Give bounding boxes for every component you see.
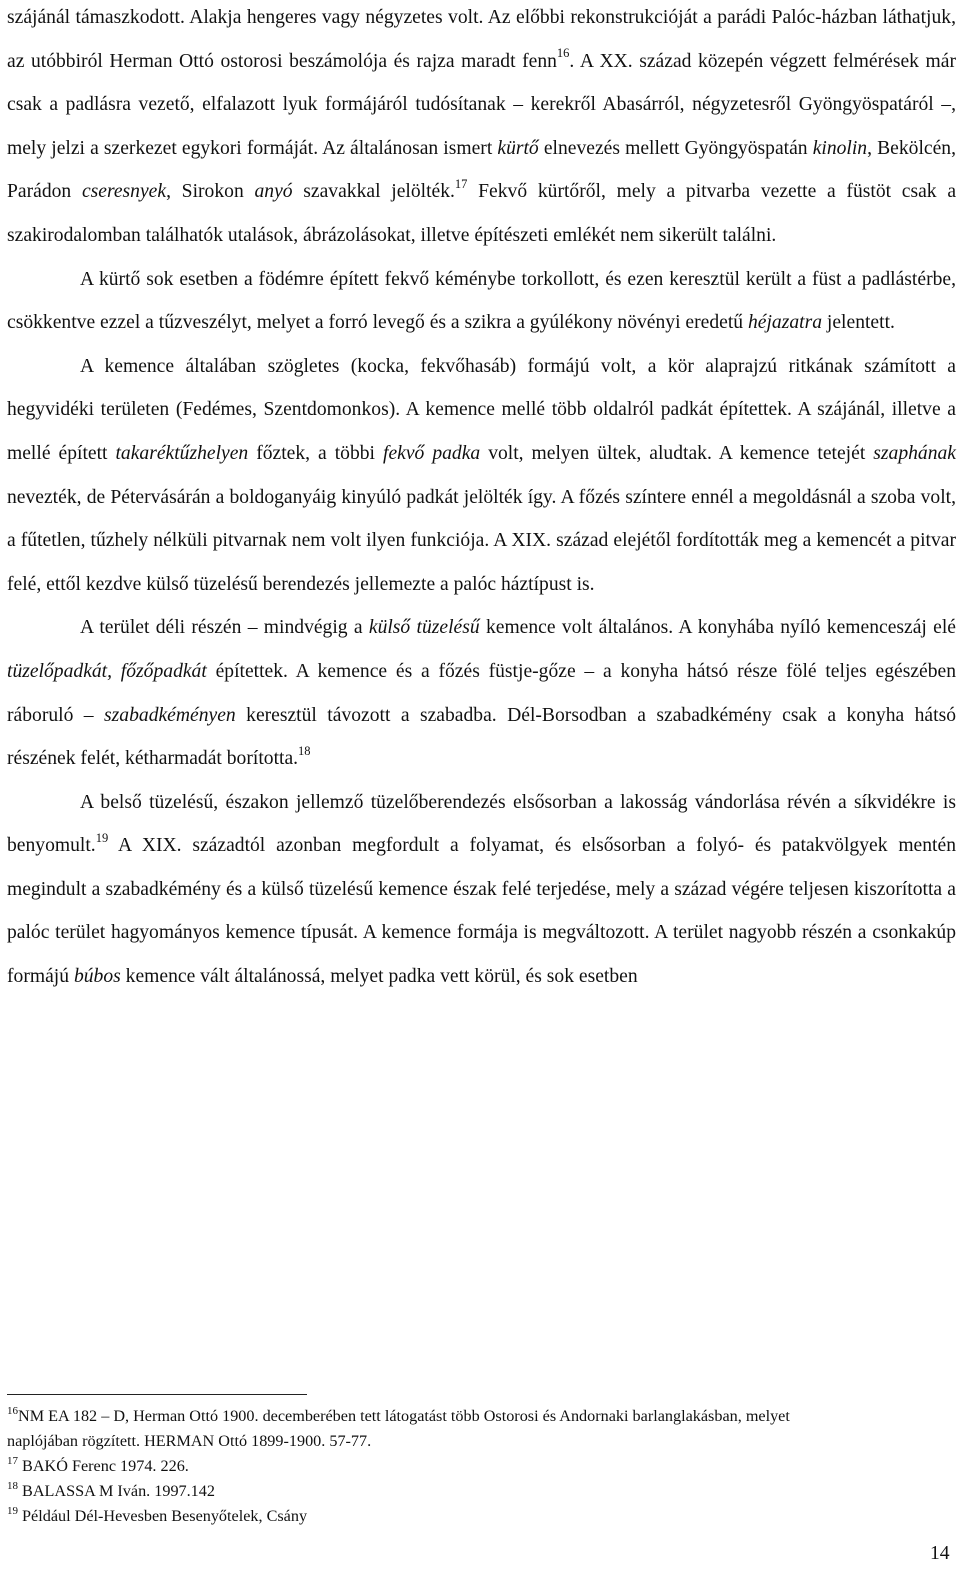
text-run: jelentett. (822, 312, 895, 334)
text-run: Fekvő kürtőről, mely a pitvarba vezette a füstöt csak a szakirodalomban találhatók utalások, ábrázolásokat, illetve építészeti emlékét nem sikerült találni. (7, 181, 957, 246)
text-run: , Bekölcén, Parádon (7, 137, 956, 203)
footnote-separator (7, 1394, 307, 1395)
italic-term: héjazatra (747, 312, 823, 334)
paragraph (7, 0, 956, 258)
footnote-text: BAKÓ Ferenc 1974. 226. (18, 1457, 189, 1475)
italic-term: takaréktűzhelyen (115, 442, 249, 464)
text-run: A kürtő sok esetben a födémre épített fekvő kéménybe torkollott, és ezen keresztül került a füst a padlástérbe, csökkentve ezzel a tűzveszélyt, melyet a forró levegő és a szikra a gyúlékony növényi eredetű (7, 268, 956, 334)
paragraph (7, 258, 956, 345)
footnote-text: BALASSA M Iván. 1997.142 (18, 1482, 215, 1500)
footnote (7, 1504, 837, 1529)
footnote-text: NM EA 182 – D, Herman Ottó 1900. decemberében tett látogatást több Ostorosi és Andornaki barlanglakásban, melyet naplójában rögzített. HERMAN Ottó 1899-1900. 57-77. (7, 1407, 790, 1450)
footnote (7, 1404, 837, 1454)
footnote-reference: 17 (454, 176, 468, 191)
italic-term: búbos (73, 966, 121, 988)
text-run: elnevezés mellett Gyöngyöspatán (538, 137, 813, 159)
footnote-reference: 18 (298, 743, 311, 758)
footnote (7, 1479, 837, 1504)
footnote-reference: 16 (556, 46, 570, 61)
text-run: A kemence általában szögletes (kocka, fekvőhasáb) formájú volt, a kör alaprajzú ritkának számított a hegyvidéki területen (Fedémes, Szentdomonkos). A kemence mellé több oldalról padkát építettek. A szájánál, illetve a mellé épített (7, 355, 956, 464)
italic-term: cseresnyek (81, 181, 167, 203)
body-text (7, 0, 956, 999)
footnote-number: 16 (7, 1404, 18, 1417)
footnotes (7, 1404, 837, 1529)
paragraph (7, 345, 956, 607)
footnote-number: 17 (7, 1454, 18, 1467)
text-run: nevezték, de Pétervásárán a boldoganyáig kinyúló padkát jelölték így. A főzés színtere ennél a megoldásnál a szoba volt, a fűtetlen, tűzhely nélküli pitvarnak nem volt ilyen funkciója. A XIX. század elejétől fordították meg a kemencét a pitvar felé, ettől kezdve külső tüzelésű berendezés jellemezte a palóc háztípust is. (7, 486, 956, 595)
text-run: A terület déli részén – mindvégig a (80, 617, 369, 639)
footnote-number: 18 (7, 1479, 18, 1492)
text-run: , Sirokon (166, 181, 255, 203)
text-run: A XIX. századtól azonban megfordult a folyamat, és elsősorban a folyó- és patakvölgyek mentén megindult a szabadkémény és a külső tüzelésű kemence észak felé terjedése, mely a század végére teljesen kiszorította a palóc terület hagyományos kemence típusát. A kemence formája is megváltozott. A terület nagyobb részén a csonkakúp formájú (7, 835, 956, 988)
text-run: építettek. A kemence és a főzés füstje-gőze – a konyha hátsó része fölé teljes egészében ráboruló – (7, 660, 956, 726)
text-run: A belső tüzelésű, északon jellemző tüzelőberendezés elsősorban a lakosság vándorlása révén a síkvidékre is benyomult. (7, 791, 956, 857)
paragraph (7, 606, 956, 780)
footnote-text: Például Dél-Hevesben Besenyőtelek, Csány (18, 1507, 308, 1525)
italic-term: fekvő padka (383, 442, 481, 464)
text-run: szájánál támaszkodott. Alakja hengeres vagy négyzetes volt. Az előbbi rekonstrukcióját a parádi Palóc-házban láthatjuk, az utóbbiról Herman Ottó ostorosi beszámolója és rajza maradt fenn (7, 7, 956, 72)
paragraph (7, 781, 956, 999)
text-run: volt, melyen ültek, aludtak. A kemence tetejét (480, 442, 874, 464)
text-run: főztek, a többi (248, 442, 383, 464)
footnote (7, 1454, 837, 1479)
text-run: szavakkal jelölték. (292, 181, 455, 203)
italic-term: külső tüzelésű (368, 617, 480, 639)
footnote-number: 19 (7, 1504, 18, 1517)
italic-term: kürtő (497, 137, 539, 159)
footnote-reference: 19 (95, 830, 109, 845)
text-run: . A XX. század közepén végzett felmérések már csak a padlásra vezető, elfalazott lyuk formájáról tudósítanak – kerekről Abasárról, négyzetesről Gyöngyöspatáról –, mely jelzi a szerkezet egykori formáját. Az általánosan ismert (7, 50, 956, 159)
italic-term: anyó (254, 181, 293, 203)
italic-term: tüzelőpadkát, főzőpadkát (7, 660, 207, 682)
page-number: 14 (930, 1543, 950, 1564)
italic-term: kinolin (812, 137, 868, 159)
text-run: keresztül távozott a szabadba. Dél-Borsodban a szabadkémény csak a konyha hátsó részének felét, kétharmadát borította. (7, 704, 956, 770)
italic-term: szaphának (873, 442, 956, 464)
text-run: kemence volt általános. A konyhába nyíló kemenceszáj elé (479, 617, 956, 639)
italic-term: szabadkéményen (104, 704, 236, 726)
text-run: kemence vált általánossá, melyet padka vett körül, és sok esetben (120, 966, 638, 988)
